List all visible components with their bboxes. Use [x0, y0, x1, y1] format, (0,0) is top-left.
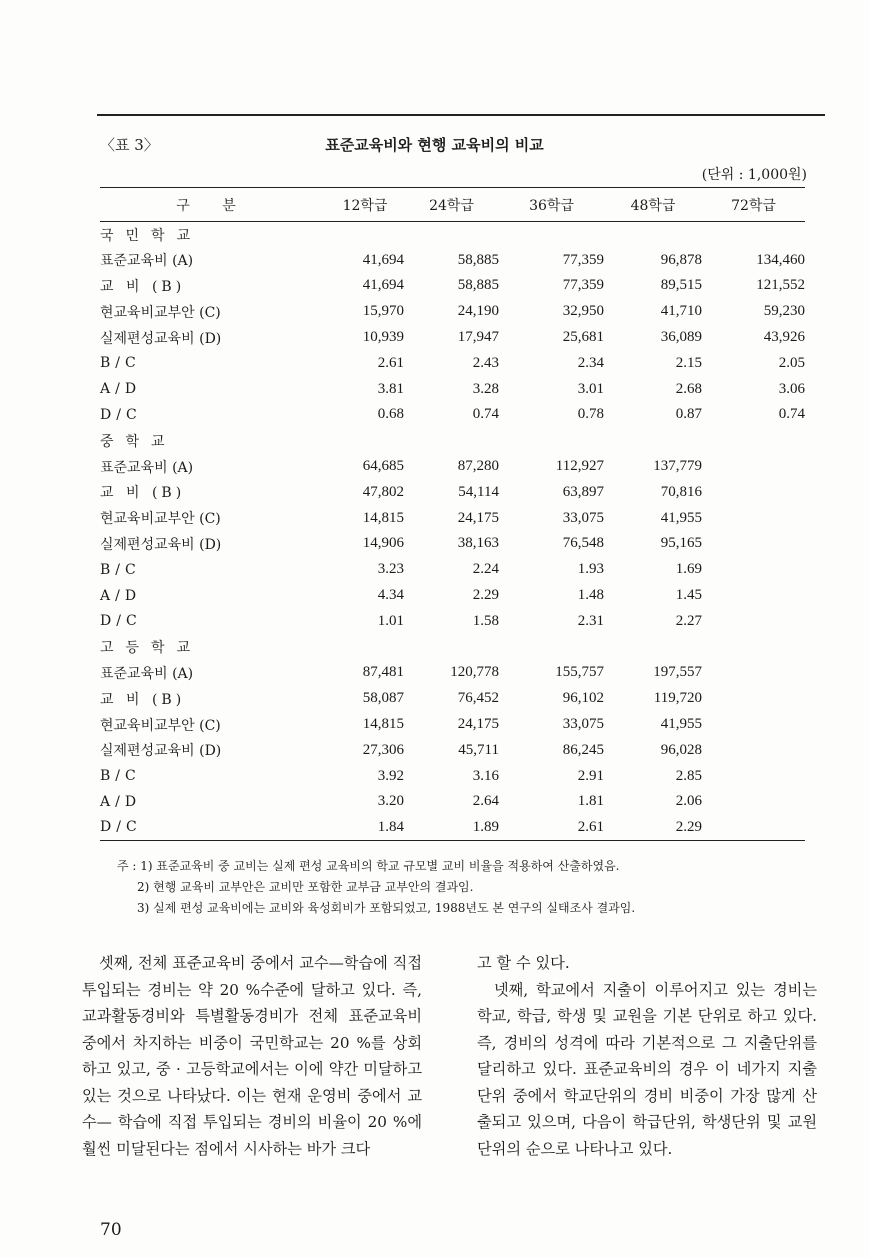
row-label: B/C	[100, 355, 141, 372]
table-number: 〈표 3〉	[100, 136, 159, 154]
table-cell: 70,816	[660, 483, 702, 500]
table-cell	[702, 815, 805, 841]
row-label: 표준교육비 (A)	[100, 253, 194, 270]
table-row	[100, 531, 805, 557]
table-cell: 10,939	[362, 329, 404, 346]
table-cell: 86,245	[562, 741, 604, 758]
row-label: 교 비 (B)	[100, 278, 186, 295]
table-cell	[702, 531, 805, 557]
table-cell: 14,815	[362, 716, 404, 733]
table-row	[100, 299, 805, 325]
table-cell: 2.91	[577, 767, 604, 784]
right-column	[477, 950, 817, 1162]
table-cell: 77,359	[562, 251, 604, 268]
table-cell: 3.81	[377, 380, 404, 397]
section-row	[100, 222, 805, 248]
table-row	[100, 557, 805, 583]
header-36: 36학급	[529, 197, 574, 214]
table-cell	[702, 660, 805, 686]
table-cell: 3.28	[472, 380, 499, 397]
table-cell: 96,028	[660, 741, 702, 758]
table-cell	[702, 712, 805, 738]
page-number: 70	[100, 1220, 122, 1240]
table-cell	[702, 557, 805, 583]
table-cell: 2.06	[675, 793, 702, 810]
table-cell: 1.45	[675, 587, 702, 604]
table-row	[100, 325, 805, 351]
table-cell	[702, 763, 805, 789]
table-cell: 112,927	[555, 458, 604, 475]
table-row	[100, 815, 805, 841]
table-cell: 2.34	[577, 354, 604, 371]
table-cell: 32,950	[562, 303, 604, 320]
table-cell: 33,075	[562, 509, 604, 526]
row-label: 실제편성교육비 (D)	[100, 536, 222, 553]
table-row	[100, 712, 805, 738]
table-cell: 1.89	[472, 818, 499, 835]
table-cell: 2.61	[577, 818, 604, 835]
section-label: 고등학교	[100, 640, 203, 657]
table-cell: 24,190	[457, 303, 499, 320]
table-unit: (단위 : 1,000원)	[701, 167, 807, 183]
row-label: B/C	[100, 561, 141, 578]
section-label: 중학교	[100, 433, 177, 450]
table-cell: 119,720	[653, 690, 702, 707]
table-cell: 59,230	[763, 303, 805, 320]
table-cell: 89,515	[660, 277, 702, 294]
note-2: 2) 현행 교육비 교부안은 교비만 포함한 교부금 교부안의 결과임.	[137, 880, 474, 894]
table-cell: 2.29	[675, 818, 702, 835]
table-cell: 121,552	[756, 277, 805, 294]
table-cell: 2.61	[377, 354, 404, 371]
row-label: 실제편성교육비 (D)	[100, 330, 222, 347]
table-cell: 36,089	[660, 329, 702, 346]
comparison-table	[100, 187, 805, 841]
table-cell	[702, 737, 805, 763]
row-label: D/C	[100, 613, 142, 630]
row-label: A/D	[100, 587, 142, 604]
table-cell: 54,114	[458, 483, 499, 500]
table-cell: 77,359	[562, 277, 604, 294]
table-row	[100, 247, 805, 273]
table-cell: 2.15	[675, 354, 702, 371]
table-cell: 63,897	[562, 483, 604, 500]
table-row	[100, 660, 805, 686]
table-cell: 134,460	[756, 251, 805, 268]
table-cell: 14,906	[362, 535, 404, 552]
header-category: 구 분	[176, 197, 250, 214]
table-cell: 76,548	[562, 535, 604, 552]
table-row	[100, 505, 805, 531]
table-cell: 95,165	[660, 535, 702, 552]
row-label: A/D	[100, 381, 142, 398]
note-3: 3) 실제 편성 교육비에는 교비와 육성회비가 포함되었고, 1988년도 본 연구의 실태조사 결과임.	[137, 901, 636, 915]
table-cell: 43,926	[763, 329, 805, 346]
body-paragraph-4: 넷째, 학교에서 지출이 이루어지고 있는 경비는 학교, 학급, 학생 및 교원을 기본 단위로 하고 있다. 즉, 경비의 성격에 따라 기본적으로 그 지출단위를 달리하고 있다. 표준교육비의 경우 이 네가지 지출단위 중에서 학교단위의 경비 비중이 가장 많게 산출되고 있으며, 다음이 학급단위, 학생단위 및 교원단위의 순으로 나타나고 있다.	[477, 980, 817, 1158]
table-cell: 2.24	[472, 561, 499, 578]
table-row	[100, 273, 805, 299]
note-1: 주 : 1) 표준교육비 중 교비는 실제 편성 교육비의 학교 규모별 교비 비율을 적용하여 산출하였음.	[117, 859, 620, 873]
table-cell: 120,778	[450, 664, 499, 681]
table-cell	[702, 479, 805, 505]
table-cell: 25,681	[562, 329, 604, 346]
row-label: 표준교육비 (A)	[100, 665, 194, 682]
table-cell: 3.06	[778, 380, 805, 397]
table-cell: 64,685	[362, 458, 404, 475]
table-cell: 0.74	[778, 406, 805, 423]
table-cell	[702, 454, 805, 480]
table-cell: 58,885	[457, 251, 499, 268]
table-cell: 87,280	[457, 458, 499, 475]
body-paragraph-3: 셋째, 전체 표준교육비 중에서 교수—학습에 직접 투입되는 경비는 약 20 %수준에 달하고 있다. 즉, 교과활동경비와 특별활동경비가 전체 표준교육비 중에서 차지하는 비중이 국민학교는 20 %를 상회하고 있고, 중 · 고등학교에서는 이에 약간 미달하고 있는 것으로 나타났다. 이는 현재 운영비 중에서 교수— 학습에 직접 투입되는 경비의 비율이 20 %에 훨씬 미달된다는 점에서 시사하는 바가 크다	[82, 954, 422, 1158]
table-cell: 2.05	[778, 354, 805, 371]
header-12: 12학급	[342, 197, 388, 214]
header-48: 48학급	[630, 197, 676, 214]
row-label: D/C	[100, 406, 142, 423]
left-column	[82, 950, 422, 1162]
table-cell: 3.23	[377, 561, 404, 578]
table-row	[100, 479, 805, 505]
table-cell: 58,885	[457, 277, 499, 294]
table-row	[100, 402, 805, 428]
table-title: 표준교육비와 현행 교육비의 비교	[325, 136, 544, 154]
table-row	[100, 686, 805, 712]
table-row	[100, 789, 805, 815]
table-cell	[702, 789, 805, 815]
body-paragraph-3-end: 고 할 수 있다.	[477, 954, 570, 972]
row-label: 교 비 (B)	[100, 485, 186, 502]
table-cell: 76,452	[457, 690, 499, 707]
table-cell: 96,878	[660, 251, 702, 268]
table-cell: 33,075	[562, 716, 604, 733]
table-cell: 41,694	[362, 277, 404, 294]
table-cell: 2.85	[675, 767, 702, 784]
table-cell: 0.74	[472, 406, 499, 423]
row-label: 현교육비교부안 (C)	[100, 717, 221, 734]
table-cell: 45,711	[458, 741, 499, 758]
table-cell	[702, 686, 805, 712]
table-cell: 1.93	[577, 561, 604, 578]
table-cell: 3.20	[377, 793, 404, 810]
row-label: 현교육비교부안 (C)	[100, 511, 221, 528]
header-24: 24학급	[429, 197, 474, 214]
table-cell	[702, 608, 805, 634]
table-cell: 0.87	[675, 406, 702, 423]
table-cell: 197,557	[653, 664, 702, 681]
table-cell: 58,087	[362, 690, 404, 707]
table-cell: 47,802	[362, 483, 404, 500]
table-cell: 2.43	[472, 354, 499, 371]
table-row	[100, 583, 805, 609]
table-cell: 2.64	[472, 793, 499, 810]
table-row	[100, 608, 805, 634]
table-cell: 0.68	[377, 406, 404, 423]
table-cell: 155,757	[555, 664, 604, 681]
table-cell: 15,970	[362, 303, 404, 320]
table-cell	[702, 583, 805, 609]
row-label: 실제편성교육비 (D)	[100, 743, 222, 760]
table-cell: 0.78	[577, 406, 604, 423]
table-cell: 1.01	[377, 612, 404, 629]
row-label: 표준교육비 (A)	[100, 459, 194, 476]
table-body	[100, 222, 805, 841]
row-label: D/C	[100, 819, 142, 836]
table-row	[100, 376, 805, 402]
table-cell: 24,175	[457, 716, 499, 733]
table-cell: 2.31	[577, 612, 604, 629]
row-label: B/C	[100, 768, 141, 785]
table-cell: 14,815	[362, 509, 404, 526]
table-row	[100, 350, 805, 376]
table-notes	[117, 856, 635, 919]
table-cell: 4.34	[377, 587, 404, 604]
table-cell: 96,102	[562, 690, 604, 707]
table-cell: 87,481	[362, 664, 404, 681]
table-cell: 2.68	[675, 380, 702, 397]
table-cell: 1.81	[577, 793, 604, 810]
table-cell: 1.48	[577, 587, 604, 604]
table-cell: 41,955	[660, 509, 702, 526]
table-cell: 2.29	[472, 587, 499, 604]
table-cell: 1.69	[675, 561, 702, 578]
table-cell: 3.92	[377, 767, 404, 784]
row-label: A/D	[100, 793, 142, 810]
table-cell: 2.27	[675, 612, 702, 629]
row-label: 교 비 (B)	[100, 691, 186, 708]
table-cell: 17,947	[457, 329, 499, 346]
table-row	[100, 454, 805, 480]
table-header-row	[100, 188, 805, 222]
table-row	[100, 737, 805, 763]
table-cell: 41,694	[362, 251, 404, 268]
table-cell: 3.16	[472, 767, 499, 784]
row-label: 현교육비교부안 (C)	[100, 304, 221, 321]
table-cell: 137,779	[653, 458, 702, 475]
top-rule	[97, 114, 825, 116]
section-row	[100, 428, 805, 454]
table-cell: 1.58	[472, 612, 499, 629]
table-row	[100, 763, 805, 789]
table-cell: 41,710	[660, 303, 702, 320]
table-cell: 24,175	[457, 509, 499, 526]
table-cell: 1.84	[377, 818, 404, 835]
section-row	[100, 634, 805, 660]
table-cell: 38,163	[457, 535, 499, 552]
table-cell: 27,306	[362, 741, 404, 758]
section-label: 국민학교	[100, 227, 203, 244]
header-72: 72학급	[731, 197, 776, 214]
table-cell: 41,955	[660, 716, 702, 733]
table-cell: 3.01	[577, 380, 604, 397]
table-cell	[702, 505, 805, 531]
